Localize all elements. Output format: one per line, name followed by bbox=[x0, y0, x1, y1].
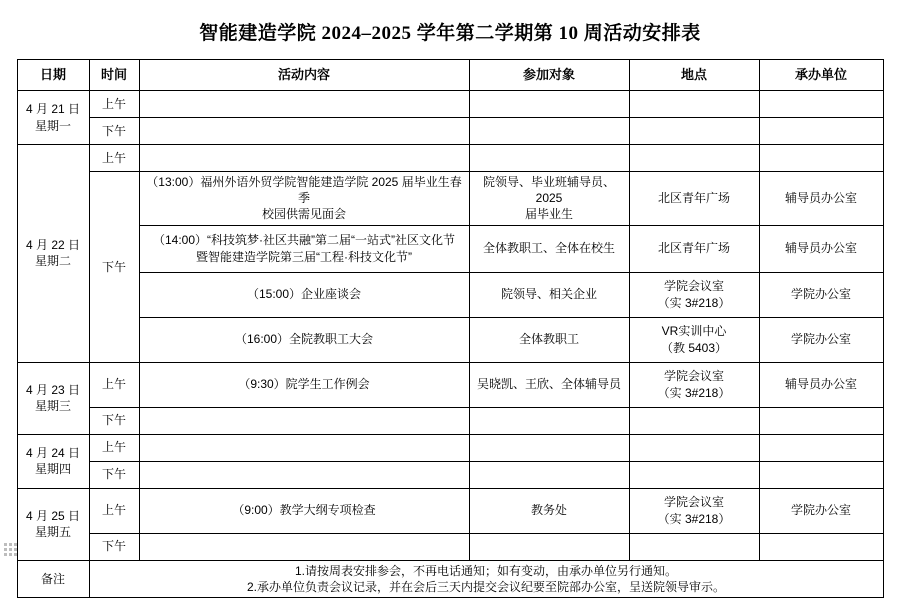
place-cell bbox=[629, 461, 759, 488]
content-cell: （16:00）全院教职工大会 bbox=[139, 317, 469, 362]
remark-label: 备注 bbox=[17, 560, 89, 597]
org-cell: 学院办公室 bbox=[759, 488, 883, 533]
date-line-2: 星期四 bbox=[34, 462, 71, 477]
remark-body bbox=[89, 560, 883, 597]
org-cell: 学院办公室 bbox=[759, 272, 883, 317]
table-header bbox=[17, 60, 883, 91]
place-cell bbox=[629, 362, 759, 407]
target-cell: 全体教职工、全体在校生 bbox=[469, 225, 629, 272]
table-row bbox=[17, 225, 883, 272]
org-cell bbox=[759, 118, 883, 145]
table-row bbox=[17, 362, 883, 407]
content-line-2: 校园供需见面会 bbox=[261, 207, 346, 222]
remark-line-1: 1.请按周表安排参会，不再电话通知；如有变动，由承办单位另行通知。 bbox=[294, 563, 677, 578]
document-page bbox=[0, 18, 900, 594]
place-line-1: 学院会议室 bbox=[663, 279, 724, 294]
time-cell-afternoon: 下午 bbox=[89, 533, 139, 560]
date-line-2: 星期三 bbox=[34, 399, 71, 414]
org-cell bbox=[759, 434, 883, 461]
content-line-2: 暨智能建造学院第三届“工程·科技文化节” bbox=[196, 249, 412, 264]
place-line-1: 学院会议室 bbox=[663, 369, 724, 384]
org-cell bbox=[759, 461, 883, 488]
content-line-1: （13:00）福州外语外贸学院智能建造学院 2025 届毕业生春季 bbox=[146, 175, 462, 206]
column-header-place: 地点 bbox=[629, 60, 759, 91]
org-cell: 辅导员办公室 bbox=[759, 172, 883, 226]
table-row bbox=[17, 118, 883, 145]
target-cell bbox=[469, 461, 629, 488]
org-cell bbox=[759, 533, 883, 560]
time-cell-morning: 上午 bbox=[89, 362, 139, 407]
place-line-1: 学院会议室 bbox=[663, 495, 724, 510]
content-cell bbox=[139, 434, 469, 461]
date-line-1: 4 月 23 日 bbox=[25, 382, 81, 397]
target-cell bbox=[469, 434, 629, 461]
date-line-1: 4 月 21 日 bbox=[25, 102, 81, 117]
column-header-content: 活动内容 bbox=[139, 60, 469, 91]
place-line-2: （教 5403） bbox=[660, 340, 728, 355]
table-row bbox=[17, 407, 883, 434]
org-cell: 辅导员办公室 bbox=[759, 362, 883, 407]
page-title: 智能建造学院 2024–2025 学年第二学期第 10 周活动安排表 bbox=[199, 23, 701, 44]
target-cell bbox=[469, 407, 629, 434]
place-cell bbox=[629, 145, 759, 172]
target-cell bbox=[469, 118, 629, 145]
date-cell-thursday bbox=[17, 434, 89, 488]
column-header-target: 参加对象 bbox=[469, 60, 629, 91]
content-cell bbox=[139, 533, 469, 560]
place-line-2: （实 3#218） bbox=[657, 511, 731, 526]
org-cell: 学院办公室 bbox=[759, 317, 883, 362]
time-cell-morning: 上午 bbox=[89, 91, 139, 118]
table-row bbox=[17, 145, 883, 172]
date-line-2: 星期二 bbox=[34, 254, 71, 269]
content-cell bbox=[139, 118, 469, 145]
table-header-row bbox=[17, 60, 883, 91]
table-row bbox=[17, 91, 883, 118]
target-cell bbox=[469, 172, 629, 226]
date-line-1: 4 月 24 日 bbox=[25, 445, 81, 460]
target-line-1: 院领导、毕业班辅导员、2025 bbox=[482, 175, 615, 206]
table-row bbox=[17, 434, 883, 461]
corner-watermark-icon bbox=[4, 543, 18, 557]
table-row bbox=[17, 488, 883, 533]
content-cell: （9:00）教学大纲专项检查 bbox=[139, 488, 469, 533]
target-cell: 全体教职工 bbox=[469, 317, 629, 362]
place-cell bbox=[629, 118, 759, 145]
date-cell-monday bbox=[17, 91, 89, 145]
place-cell: 北区青年广场 bbox=[629, 172, 759, 226]
column-header-time: 时间 bbox=[89, 60, 139, 91]
time-cell-morning: 上午 bbox=[89, 145, 139, 172]
place-cell bbox=[629, 91, 759, 118]
place-line-2: （实 3#218） bbox=[657, 385, 731, 400]
org-cell bbox=[759, 407, 883, 434]
date-line-1: 4 月 25 日 bbox=[25, 508, 81, 523]
content-line-1: （14:00）“科技筑梦·社区共融”第二届“一站式”社区文化节 bbox=[152, 233, 455, 248]
table-row bbox=[17, 461, 883, 488]
place-cell bbox=[629, 317, 759, 362]
target-cell bbox=[469, 145, 629, 172]
time-cell-afternoon: 下午 bbox=[89, 172, 139, 363]
time-cell-afternoon: 下午 bbox=[89, 461, 139, 488]
org-cell bbox=[759, 91, 883, 118]
date-line-2: 星期五 bbox=[34, 525, 71, 540]
target-cell: 院领导、相关企业 bbox=[469, 272, 629, 317]
date-cell-wednesday bbox=[17, 362, 89, 434]
target-line-2: 届毕业生 bbox=[524, 207, 573, 222]
target-cell: 教务处 bbox=[469, 488, 629, 533]
table-row bbox=[17, 172, 883, 226]
content-cell bbox=[139, 172, 469, 226]
place-cell bbox=[629, 533, 759, 560]
schedule-table bbox=[17, 59, 884, 598]
place-cell bbox=[629, 407, 759, 434]
content-cell bbox=[139, 145, 469, 172]
time-cell-morning: 上午 bbox=[89, 488, 139, 533]
content-cell: （15:00）企业座谈会 bbox=[139, 272, 469, 317]
date-cell-friday bbox=[17, 488, 89, 560]
content-cell bbox=[139, 461, 469, 488]
place-cell bbox=[629, 488, 759, 533]
org-cell: 辅导员办公室 bbox=[759, 225, 883, 272]
time-cell-afternoon: 下午 bbox=[89, 118, 139, 145]
org-cell bbox=[759, 145, 883, 172]
column-header-date: 日期 bbox=[17, 60, 89, 91]
time-cell-afternoon: 下午 bbox=[89, 407, 139, 434]
place-line-1: VR实训中心 bbox=[661, 324, 727, 339]
place-line-2: （实 3#218） bbox=[657, 295, 731, 310]
table-row bbox=[17, 533, 883, 560]
content-cell bbox=[139, 407, 469, 434]
place-cell bbox=[629, 434, 759, 461]
target-cell bbox=[469, 91, 629, 118]
content-cell bbox=[139, 91, 469, 118]
target-cell: 吴晓凯、王欣、全体辅导员 bbox=[469, 362, 629, 407]
target-cell bbox=[469, 533, 629, 560]
table-row bbox=[17, 317, 883, 362]
date-line-2: 星期一 bbox=[34, 118, 71, 133]
table-body bbox=[17, 91, 883, 598]
content-cell bbox=[139, 225, 469, 272]
remark-line-2: 2.承办单位负责会议记录，并在会后三天内提交会议纪要至院部办公室，呈送院领导审示。 bbox=[246, 579, 725, 594]
time-cell-morning: 上午 bbox=[89, 434, 139, 461]
remark-row bbox=[17, 560, 883, 597]
column-header-org: 承办单位 bbox=[759, 60, 883, 91]
table-row bbox=[17, 272, 883, 317]
place-cell bbox=[629, 272, 759, 317]
date-cell-tuesday bbox=[17, 145, 89, 363]
place-cell: 北区青年广场 bbox=[629, 225, 759, 272]
content-cell: （9:30）院学生工作例会 bbox=[139, 362, 469, 407]
date-line-1: 4 月 22 日 bbox=[25, 238, 81, 253]
